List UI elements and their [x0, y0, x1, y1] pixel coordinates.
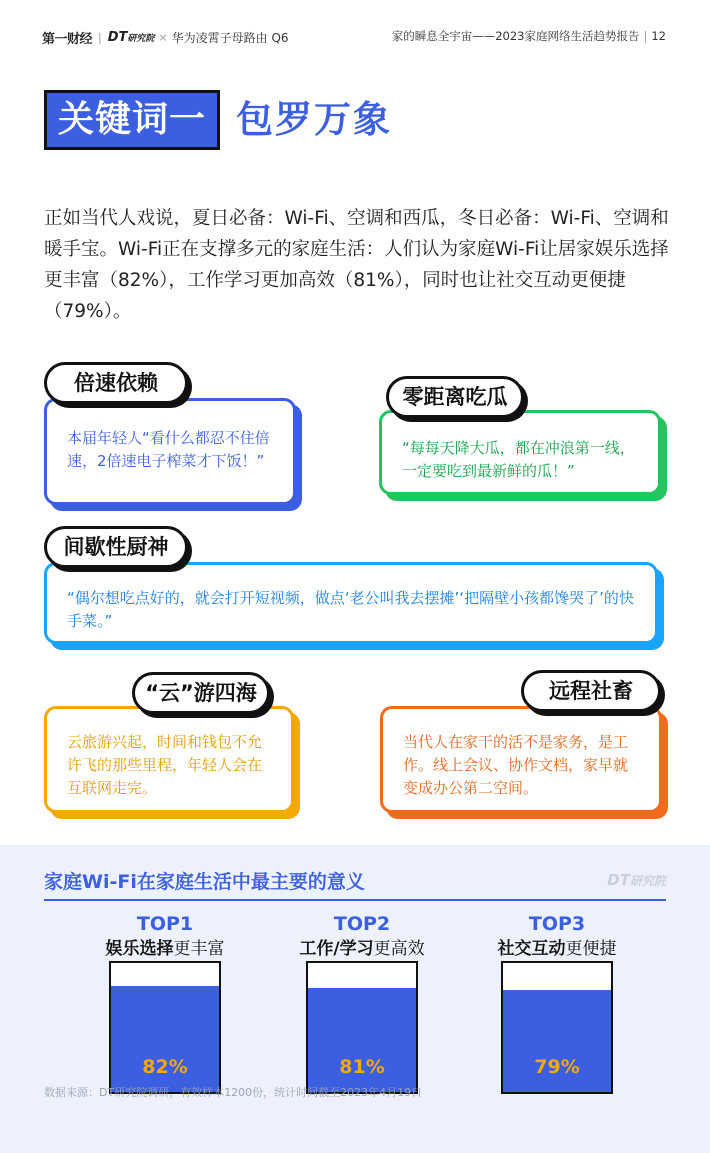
keyword-title: 包罗万象	[236, 98, 392, 141]
rank-label: TOP1	[136, 913, 194, 935]
page-number: 12	[651, 29, 666, 43]
tag-home-chef: 间歇性厨神	[44, 526, 188, 568]
card-remote-work	[380, 706, 662, 813]
report-title: 家的瞬息全宇宙——2023家庭网络生活趋势报告 | 12	[391, 29, 666, 43]
category-label-bold: 娱乐选择	[105, 939, 174, 959]
bar-frame	[109, 961, 221, 1094]
page-header	[0, 0, 710, 72]
category-label-rest: 更高效	[373, 939, 425, 959]
card-text: “偶尔想吃点好的，就会打开短视频，做点‘老公叫我去摆摊’‘把隔壁小孩都馋哭了’的快手菜。”	[67, 589, 634, 630]
card-gossip	[379, 410, 661, 495]
wifi-meaning-section	[0, 845, 710, 1153]
category-label	[85, 937, 245, 961]
bar-value-label: 82%	[142, 1056, 188, 1078]
logo-divider: |	[98, 31, 102, 44]
category-label	[477, 937, 637, 961]
intro-paragraph: 正如当代人戏说，夏日必备：Wi-Fi、空调和西瓜，冬日必备：Wi-Fi、空调和暖手宝。Wi-Fi正在支撑多元的家庭生活：人们认为家庭Wi-Fi让居家娱乐选择更丰富（82%），工作学习更加高效（81%），同时也让社交互动更便捷（79%）。	[44, 208, 669, 322]
top-rank-column	[85, 913, 245, 961]
bar-frame	[306, 961, 418, 1094]
category-label-rest: 更便捷	[565, 939, 617, 959]
partner-name: 华为凌霄子母路由 Q6	[171, 31, 289, 45]
card-text: 当代人在家干的活不是家务，是工作。线上会议、协作文档，家早就变成办公第二空间。	[403, 733, 629, 797]
data-source-note: 数据来源：DT研究院调研，有效样本1200份，统计时间截至2023年4月19日	[44, 1086, 423, 1099]
yicai-logo: 第一财经	[42, 32, 93, 47]
rank-label: TOP3	[528, 913, 586, 935]
category-label-rest: 更丰富	[173, 939, 225, 959]
dt-logo: DT研究院	[107, 30, 155, 45]
section-title: 家庭Wi-Fi在家庭生活中最主要的意义	[44, 871, 365, 893]
top-rank-column	[282, 913, 442, 961]
card-speed-watching	[44, 398, 296, 505]
card-text: 云旅游兴起，时间和钱包不允许飞的那些里程，年轻人会在互联网走完。	[67, 733, 263, 797]
keyword-badge: 关键词一	[44, 90, 220, 150]
category-label	[282, 937, 442, 961]
category-label-bold: 工作/学习	[299, 939, 374, 959]
card-cloud-travel	[44, 706, 294, 813]
category-label-bold: 社交互动	[497, 939, 566, 959]
card-text: “每每天降大瓜，都在冲浪第一线，一定要吃到最新鲜的瓜！”	[402, 439, 635, 480]
bar-value-label: 81%	[339, 1056, 385, 1078]
top-rank-column	[477, 913, 637, 961]
tag-cloud-travel: “云”游四海	[132, 672, 270, 714]
tag-remote-work: 远程社畜	[521, 670, 661, 712]
dt-watermark-logo: DT研究院	[607, 871, 666, 889]
bar-frame	[501, 961, 613, 1094]
tag-gossip: 零距离吃瓜	[386, 376, 524, 418]
card-home-chef	[44, 562, 658, 644]
brand-logos	[42, 28, 289, 47]
tag-speed-watching: 倍速依赖	[44, 362, 188, 404]
bar-value-label: 79%	[534, 1056, 580, 1078]
title-underline	[44, 899, 666, 901]
card-text: 本届年轻人“看什么都忍不住倍速，2倍速电子榨菜才下饭！”	[67, 429, 270, 470]
rank-label: TOP2	[333, 913, 391, 935]
collab-cross-icon: ×	[158, 31, 168, 44]
